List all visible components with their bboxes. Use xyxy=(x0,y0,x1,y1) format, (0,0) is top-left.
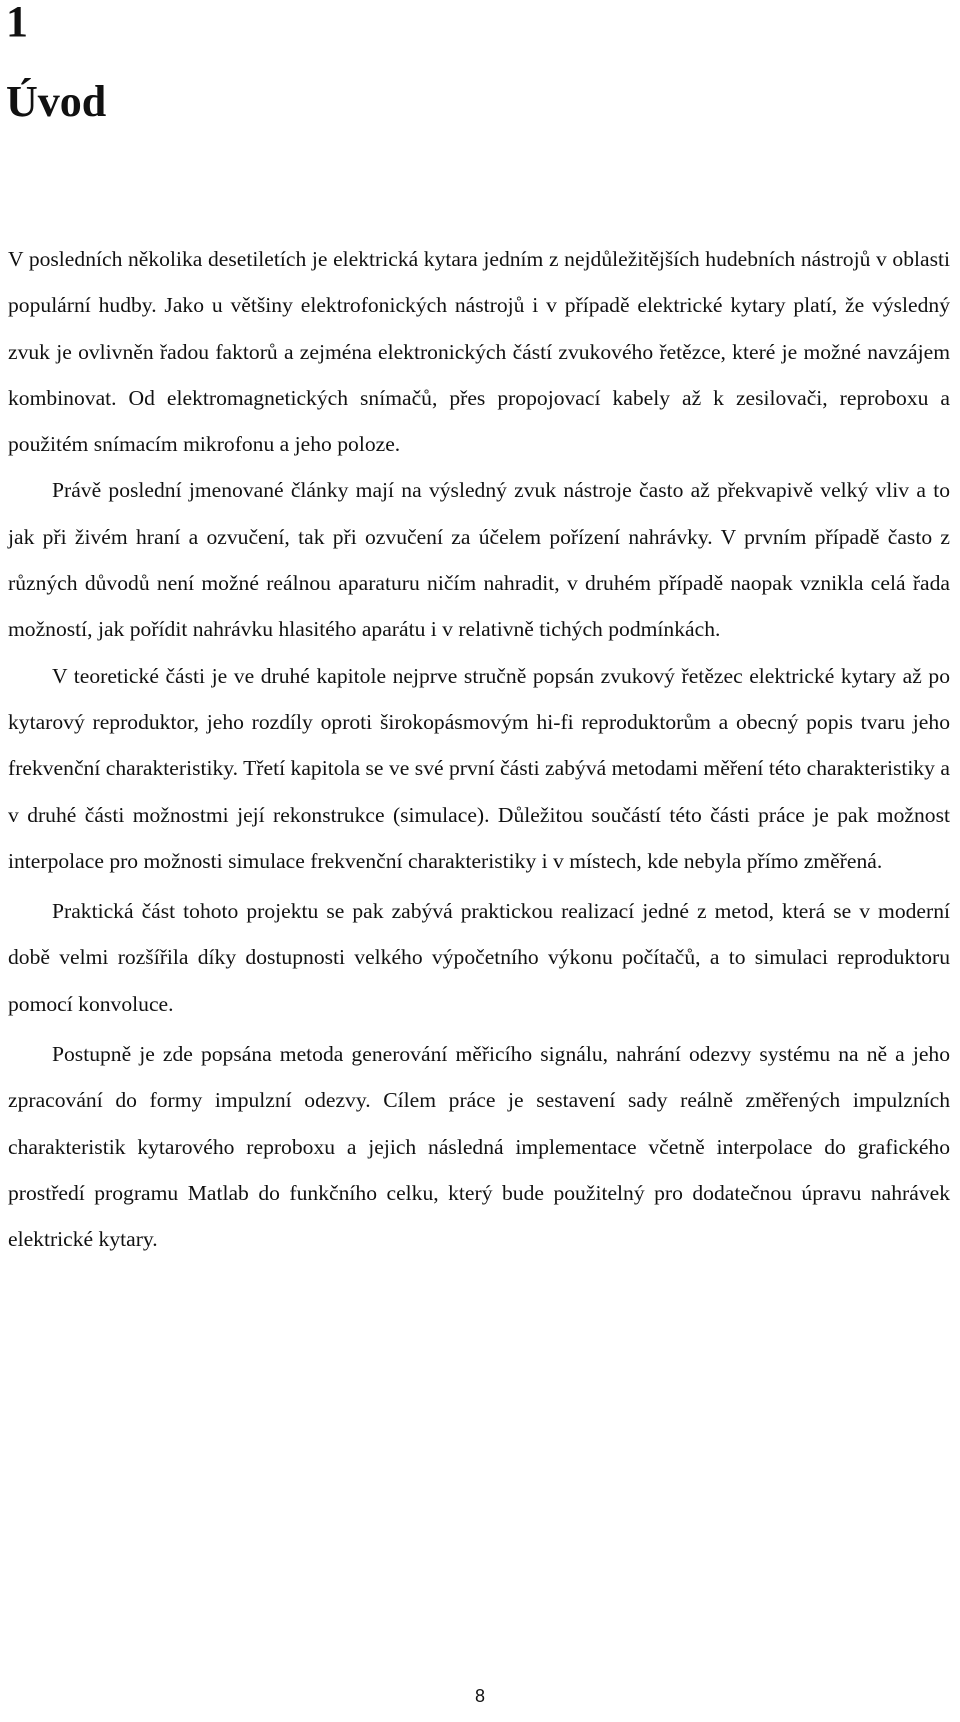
paragraph-intro: V posledních několika desetiletích je elektrická kytara jedním z nejdůležitějších hudebních nástrojů v oblasti populární hudby. Jako u většiny elektrofonických nástrojů i v případě elektrické kytary platí, že výsledný zvuk je ovlivněn řadou faktorů a zejména elektronických částí zvukového řetězce, které je možné navzájem kombinovat. Od elektromagnetických snímačů, přes propojovací kabely až k zesilovači, reproboxu a použitém snímacím mikrofonu a jeho poloze. xyxy=(8,247,950,457)
paragraph-practical: Praktická část tohoto projektu se pak zabývá praktickou realizací jedné z metod, která se v moderní době velmi rozšířila díky dostupnosti velkého výpočetního výkonu počítačů, a to simulaci reproduktoru pomocí konvoluce. xyxy=(8,899,950,1016)
paragraph-impact: Právě poslední jmenované články mají na výsledný zvuk nástroje často až překvapivě velký vliv a to jak při živém hraní a ozvučení, tak při ozvučení za účelem pořízení nahrávky. V prvním případě často z různých důvodů není možné reálnou aparaturu ničím nahradit, v druhém případě naopak vznikla celá řada možností, jak pořídit nahrávku hlasitého aparátu i v relativně tichých podmínkách. xyxy=(8,478,950,642)
paragraph-theory: V teoretické části je ve druhé kapitole nejprve stručně popsán zvukový řetězec elektrické kytary až po kytarový reproduktor, jeho rozdíly oproti širokopásmovým hi-fi reproduktorům a obecný popis tvaru jeho frekvenční charakteristiky. Třetí kapitola se ve své první části zabývá metodami měření této charakteristiky a v druhé části možnostmi její rekonstrukce (simulace). Důležitou součástí této části práce je pak možnost interpolace pro možnosti simulace frekvenční charakteristiky i v místech, kde nebyla přímo změřená. xyxy=(8,663,950,873)
chapter-number: 1 xyxy=(6,0,28,46)
page-number: 8 xyxy=(474,1686,485,1706)
chapter-title: Úvod xyxy=(6,77,107,126)
body-text xyxy=(8,236,950,1263)
paragraph-goal: Postupně je zde popsána metoda generování měřicího signálu, nahrání odezvy systému na ně a jeho zpracování do formy impulzní odezvy. Cílem práce je sestavení sady reálně změřených impulzních charakteristik kytarového reproboxu a jejich následná implementace včetně interpolace do grafického prostředí programu Matlab do funkčního celku, který bude použitelný pro dodatečnou úpravu nahrávek elektrické kytary. xyxy=(8,1042,950,1252)
